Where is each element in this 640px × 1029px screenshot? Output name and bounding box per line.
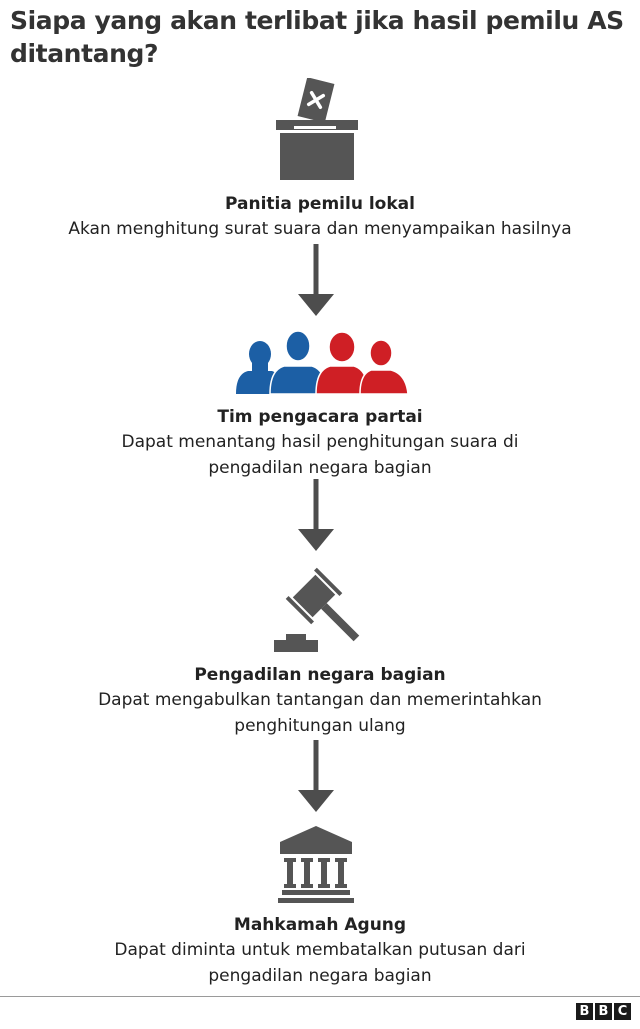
step-heading: Panitia pemilu lokal: [225, 194, 415, 214]
step-heading: Mahkamah Agung: [233, 915, 407, 935]
step-pengadilan: [0, 663, 640, 739]
step-panitia: [0, 192, 640, 242]
step-description: Dapat menantang hasil penghitungan suara di pengadilan negara bagian: [121, 432, 519, 478]
bbc-logo-letter: B: [595, 1003, 612, 1020]
step-description: Dapat diminta untuk membatalkan putusan dari pengadilan negara bagian: [114, 940, 526, 986]
arrow-down-icon: [297, 740, 335, 812]
courthouse-icon: [278, 826, 354, 904]
footer-divider: [0, 996, 640, 997]
step-description: Dapat mengabulkan tantangan dan memerintahkan penghitungan ulang: [98, 690, 542, 736]
arrow-down-icon: [297, 479, 335, 551]
step-tim-pengacara: [0, 405, 640, 481]
step-description: Akan menghitung surat suara dan menyampaikan hasilnya: [68, 219, 572, 239]
bbc-logo-letter: B: [576, 1003, 593, 1020]
step-heading: Tim pengacara partai: [217, 407, 423, 427]
ballot-box-icon: [270, 78, 362, 182]
page-title: Siapa yang akan terlibat jika hasil pemilu AS ditantang?: [10, 6, 624, 68]
gavel-icon: [270, 566, 366, 656]
step-heading: Pengadilan negara bagian: [194, 665, 446, 685]
step-mahkamah-agung: [0, 913, 640, 989]
arrow-down-icon: [297, 244, 335, 316]
bbc-logo-letter: C: [614, 1003, 631, 1020]
people-group-icon: [234, 328, 410, 394]
bbc-logo: [576, 1003, 631, 1020]
